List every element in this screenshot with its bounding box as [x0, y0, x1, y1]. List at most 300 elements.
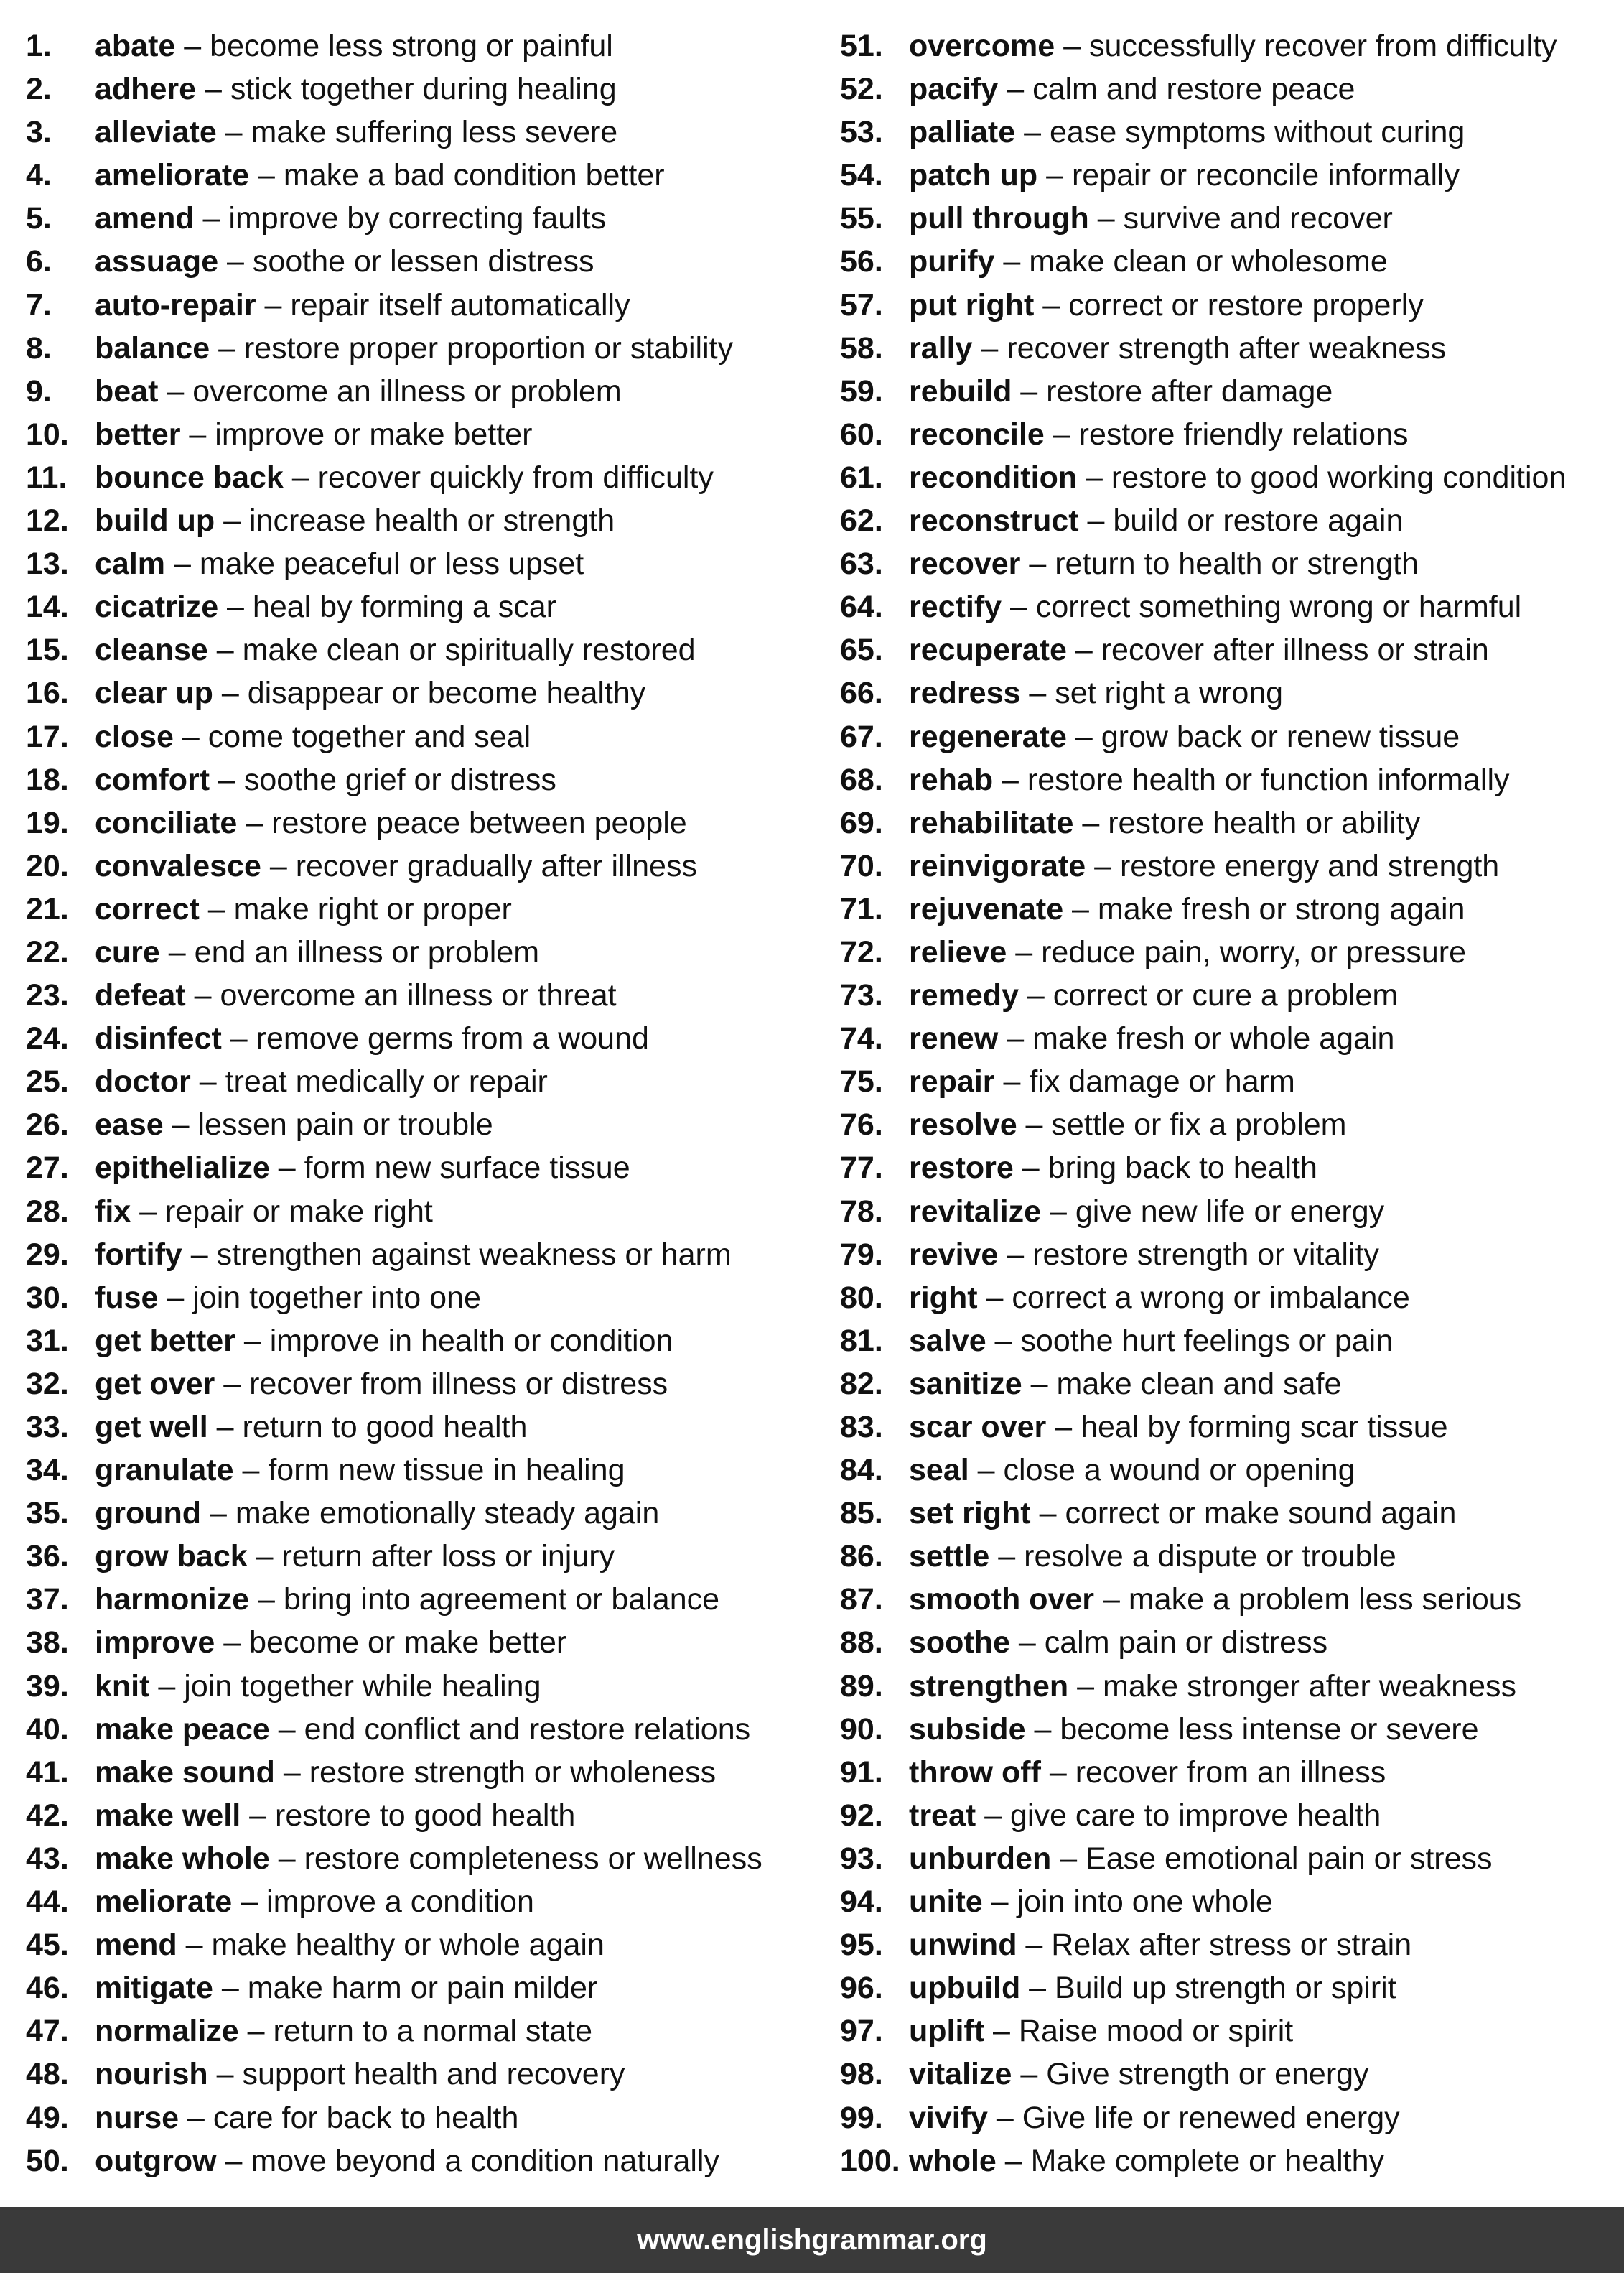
- item-text: [95, 1837, 762, 1880]
- list-item: [26, 974, 830, 1017]
- item-text: [95, 499, 615, 542]
- list-item: [840, 2096, 1624, 2139]
- item-word: recuperate: [909, 633, 1067, 668]
- item-definition: remove germs from a wound: [256, 1021, 649, 1056]
- item-text: [95, 628, 696, 671]
- item-separator: –: [1040, 1754, 1075, 1790]
- item-text: [95, 931, 539, 974]
- item-separator: –: [1018, 978, 1053, 1013]
- item-number: 23.: [26, 978, 69, 1013]
- item-separator: –: [218, 590, 253, 625]
- item-definition: return to good health: [242, 1410, 528, 1444]
- item-text: [909, 585, 1521, 628]
- item-separator: –: [232, 1884, 267, 1920]
- item-definition: support health and recovery: [242, 2057, 625, 2092]
- list-item: [26, 456, 830, 499]
- item-word: recover: [909, 547, 1021, 582]
- item-number: 10.: [26, 417, 69, 452]
- item-text: [909, 1923, 1411, 1966]
- item-text: [95, 1405, 527, 1449]
- item-number: 89.: [840, 1668, 883, 1703]
- list-item: [840, 628, 1624, 671]
- list-item: [840, 2009, 1624, 2053]
- item-word: abate: [95, 29, 176, 63]
- item-word: granulate: [95, 1453, 234, 1488]
- item-word: rejuvenate: [909, 891, 1064, 926]
- item-definition: Give strength or energy: [1046, 2057, 1369, 2092]
- item-separator: –: [218, 244, 253, 279]
- item-word: knit: [95, 1668, 150, 1703]
- item-text: [909, 284, 1424, 327]
- word-list-column-right: [840, 24, 1624, 2183]
- item-word: sanitize: [909, 1366, 1022, 1401]
- item-separator: –: [165, 547, 200, 582]
- list-item: [26, 1794, 830, 1837]
- item-number: 41.: [26, 1754, 69, 1790]
- list-item: [840, 1621, 1624, 1664]
- item-separator: –: [215, 1625, 250, 1660]
- item-number: 26.: [26, 1107, 69, 1143]
- item-word: rebuild: [909, 373, 1012, 409]
- item-definition: disappear or become healthy: [247, 676, 646, 711]
- item-word: reconcile: [909, 417, 1045, 452]
- item-text: [95, 1492, 659, 1535]
- list-item: [26, 2009, 830, 2053]
- list-item: [840, 1449, 1624, 1492]
- item-word: normalize: [95, 2014, 239, 2049]
- item-separator: –: [256, 287, 291, 322]
- item-text: [95, 715, 531, 758]
- item-word: mend: [95, 1928, 177, 1963]
- list-item: [840, 1923, 1624, 1966]
- item-definition: recover quickly from difficulty: [317, 460, 714, 495]
- item-word: palliate: [909, 115, 1016, 150]
- item-definition: successfully recover from difficulty: [1088, 29, 1557, 63]
- item-number: 63.: [840, 547, 883, 582]
- item-word: meliorate: [95, 1884, 233, 1920]
- item-word: cicatrize: [95, 590, 219, 625]
- list-item: [26, 499, 830, 542]
- item-number: 19.: [26, 805, 69, 840]
- item-word: remedy: [909, 978, 1019, 1013]
- item-word: beat: [95, 373, 159, 409]
- item-text: [909, 715, 1460, 758]
- item-definition: repair or reconcile informally: [1071, 158, 1460, 193]
- item-text: [909, 370, 1333, 413]
- item-number: 87.: [840, 1582, 883, 1617]
- item-number: 91.: [840, 1754, 883, 1790]
- list-item: [840, 801, 1624, 845]
- item-definition: recover from an illness: [1075, 1754, 1386, 1790]
- item-text: [909, 1233, 1379, 1276]
- item-separator: –: [1078, 503, 1114, 539]
- item-definition: give care to improve health: [1010, 1798, 1381, 1833]
- item-text: [95, 284, 630, 327]
- item-separator: –: [1094, 1582, 1129, 1617]
- item-number: 32.: [26, 1366, 69, 1401]
- item-number: 92.: [840, 1798, 883, 1833]
- item-word: make whole: [95, 1841, 270, 1876]
- item-word: strengthen: [909, 1668, 1069, 1703]
- list-item: [840, 845, 1624, 888]
- item-number: 44.: [26, 1884, 69, 1920]
- item-text: [95, 1017, 649, 1060]
- item-number: 16.: [26, 676, 69, 711]
- item-word: vitalize: [909, 2057, 1012, 2092]
- item-separator: –: [994, 1064, 1030, 1100]
- list-item: [840, 240, 1624, 283]
- item-definition: calm and restore peace: [1032, 72, 1355, 107]
- list-item: [26, 1880, 830, 1923]
- item-text: [95, 2139, 719, 2183]
- item-definition: recover gradually after illness: [295, 848, 697, 883]
- item-number: 79.: [840, 1237, 883, 1272]
- item-definition: soothe or lessen distress: [252, 244, 594, 279]
- item-text: [95, 1190, 433, 1233]
- item-word: ground: [95, 1496, 202, 1531]
- item-word: purify: [909, 244, 995, 279]
- item-word: get better: [95, 1323, 235, 1358]
- item-number: 29.: [26, 1237, 69, 1272]
- item-number: 33.: [26, 1410, 69, 1444]
- list-item: [26, 1535, 830, 1578]
- item-definition: set right a wrong: [1055, 676, 1284, 711]
- item-word: renew: [909, 1021, 999, 1056]
- item-number: 90.: [840, 1711, 883, 1747]
- item-text: [95, 1103, 493, 1146]
- item-text: [95, 1621, 566, 1664]
- item-text: [95, 413, 532, 456]
- item-word: repair: [909, 1064, 995, 1100]
- item-separator: –: [1088, 201, 1124, 236]
- item-number: 82.: [840, 1366, 883, 1401]
- list-item: [840, 370, 1624, 413]
- item-definition: become or make better: [249, 1625, 567, 1660]
- item-separator: –: [269, 1151, 304, 1186]
- item-definition: make suffering less severe: [251, 115, 618, 150]
- item-separator: –: [283, 460, 318, 495]
- item-separator: –: [269, 1711, 304, 1747]
- item-number: 28.: [26, 1194, 69, 1229]
- item-separator: –: [987, 2100, 1022, 2135]
- item-definition: come together and seal: [207, 719, 531, 754]
- item-separator: –: [261, 848, 296, 883]
- list-item: [26, 845, 830, 888]
- item-definition: restore friendly relations: [1078, 417, 1409, 452]
- item-definition: restore peace between people: [271, 805, 687, 840]
- item-number: 60.: [840, 417, 883, 452]
- list-item: [840, 1190, 1624, 1233]
- item-definition: bring into agreement or balance: [283, 1582, 720, 1617]
- item-definition: make a problem less serious: [1128, 1582, 1522, 1617]
- item-number: 66.: [840, 676, 883, 711]
- item-word: calm: [95, 547, 166, 582]
- list-item: [840, 1880, 1624, 1923]
- list-item: [26, 585, 830, 628]
- list-item: [840, 1060, 1624, 1103]
- list-item: [26, 284, 830, 327]
- list-item: [840, 542, 1624, 585]
- item-word: amend: [95, 201, 195, 236]
- item-text: [95, 1060, 548, 1103]
- item-word: reconstruct: [909, 503, 1079, 539]
- item-word: salve: [909, 1323, 986, 1358]
- list-item: [840, 758, 1624, 801]
- list-item: [26, 1103, 830, 1146]
- item-text: [909, 1103, 1346, 1146]
- item-separator: –: [199, 891, 234, 926]
- item-definition: restore strength or vitality: [1032, 1237, 1379, 1272]
- item-number: 9.: [26, 373, 52, 409]
- item-definition: resolve a dispute or trouble: [1024, 1539, 1396, 1574]
- list-item: [26, 931, 830, 974]
- item-word: outgrow: [95, 2143, 217, 2178]
- item-word: adhere: [95, 72, 197, 107]
- list-item: [840, 1708, 1624, 1751]
- item-number: 65.: [840, 633, 883, 668]
- item-text: [95, 1319, 673, 1362]
- item-separator: –: [269, 1841, 304, 1876]
- item-number: 35.: [26, 1496, 69, 1531]
- item-number: 27.: [26, 1151, 69, 1186]
- item-text: [95, 2009, 592, 2053]
- item-word: scar over: [909, 1410, 1047, 1444]
- item-text: [95, 1665, 541, 1708]
- item-word: recondition: [909, 460, 1078, 495]
- item-number: 62.: [840, 503, 883, 539]
- item-number: 86.: [840, 1539, 883, 1574]
- item-text: [909, 1621, 1327, 1664]
- item-text: [95, 197, 606, 240]
- item-text: [95, 1362, 668, 1405]
- item-text: [909, 671, 1283, 715]
- item-separator: –: [201, 1496, 235, 1531]
- footer-website-link[interactable]: www.englishgrammar.org: [637, 2223, 987, 2256]
- item-separator: –: [177, 1928, 212, 1963]
- list-item: [840, 1837, 1624, 1880]
- item-word: unburden: [909, 1841, 1052, 1876]
- list-item: [840, 2053, 1624, 2096]
- item-text: [909, 1665, 1516, 1708]
- item-number: 31.: [26, 1323, 69, 1358]
- item-number: 4.: [26, 158, 52, 193]
- item-separator: –: [1068, 1668, 1103, 1703]
- item-text: [95, 671, 645, 715]
- item-definition: form new tissue in healing: [268, 1453, 625, 1488]
- item-number: 39.: [26, 1668, 69, 1703]
- item-word: throw off: [909, 1754, 1041, 1790]
- item-word: put right: [909, 287, 1035, 322]
- item-text: [909, 2009, 1293, 2053]
- list-item: [840, 1146, 1624, 1189]
- item-number: 15.: [26, 633, 69, 668]
- item-definition: Ease emotional pain or stress: [1086, 1841, 1493, 1876]
- list-item: [26, 2139, 830, 2183]
- item-word: cure: [95, 934, 160, 970]
- item-text: [95, 456, 714, 499]
- item-text: [909, 2139, 1384, 2183]
- item-number: 83.: [840, 1410, 883, 1444]
- list-item: [26, 715, 830, 758]
- item-definition: recover strength after weakness: [1007, 330, 1447, 366]
- item-definition: correct or make sound again: [1065, 1496, 1457, 1531]
- item-number: 77.: [840, 1151, 883, 1186]
- item-word: correct: [95, 891, 200, 926]
- list-item: [840, 154, 1624, 197]
- item-number: 55.: [840, 201, 883, 236]
- item-number: 37.: [26, 1582, 69, 1617]
- item-text: [95, 1966, 597, 2009]
- item-definition: recover from illness or distress: [249, 1366, 668, 1401]
- item-definition: join together while healing: [184, 1668, 541, 1703]
- list-item: [26, 1017, 830, 1060]
- item-text: [95, 1535, 615, 1578]
- list-item: [840, 1794, 1624, 1837]
- item-definition: restore to good working condition: [1111, 460, 1567, 495]
- item-definition: stick together during healing: [230, 72, 617, 107]
- item-word: clear up: [95, 676, 213, 711]
- item-number: 58.: [840, 330, 883, 366]
- item-text: [909, 2053, 1369, 2096]
- list-item: [26, 327, 830, 370]
- item-separator: –: [180, 417, 215, 452]
- item-separator: –: [233, 1453, 269, 1488]
- item-text: [909, 974, 1398, 1017]
- item-word: nurse: [95, 2100, 179, 2135]
- item-word: treat: [909, 1798, 976, 1833]
- item-number: 11.: [26, 460, 67, 495]
- item-separator: –: [1002, 590, 1036, 625]
- item-separator: –: [1009, 1625, 1045, 1660]
- item-definition: correct or cure a problem: [1053, 978, 1399, 1013]
- item-word: smooth over: [909, 1582, 1095, 1617]
- item-text: [95, 1923, 605, 1966]
- item-separator: –: [996, 2143, 1031, 2178]
- item-separator: –: [1017, 1928, 1052, 1963]
- item-text: [909, 1190, 1384, 1233]
- list-item: [840, 327, 1624, 370]
- item-definition: end an illness or problem: [194, 934, 540, 970]
- item-word: harmonize: [95, 1582, 250, 1617]
- item-definition: improve in health or condition: [269, 1323, 673, 1358]
- item-word: fix: [95, 1194, 131, 1229]
- item-word: right: [909, 1280, 978, 1315]
- item-definition: correct a wrong or imbalance: [1012, 1280, 1410, 1315]
- item-number: 76.: [840, 1107, 883, 1143]
- item-word: auto-repair: [95, 287, 256, 322]
- item-definition: soothe hurt feelings or pain: [1020, 1323, 1394, 1358]
- item-number: 48.: [26, 2057, 69, 2092]
- item-separator: –: [982, 1884, 1017, 1920]
- item-word: vivify: [909, 2100, 988, 2135]
- item-text: [95, 370, 622, 413]
- item-text: [95, 1880, 534, 1923]
- item-text: [909, 413, 1409, 456]
- item-separator: –: [173, 719, 208, 754]
- item-separator: –: [1073, 805, 1109, 840]
- item-word: epithelialize: [95, 1151, 270, 1186]
- item-separator: –: [1020, 547, 1055, 582]
- item-text: [909, 628, 1489, 671]
- item-number: 69.: [840, 805, 883, 840]
- list-item: [840, 499, 1624, 542]
- item-separator: –: [159, 934, 195, 970]
- item-separator: –: [972, 330, 1007, 366]
- item-number: 94.: [840, 1884, 883, 1920]
- list-item: [840, 284, 1624, 327]
- item-separator: –: [179, 2100, 213, 2135]
- item-word: patch up: [909, 158, 1038, 193]
- item-number: 59.: [840, 373, 883, 409]
- item-text: [95, 888, 512, 931]
- item-number: 12.: [26, 503, 69, 539]
- item-number: 14.: [26, 590, 69, 625]
- item-number: 34.: [26, 1453, 69, 1488]
- item-separator: –: [1051, 1841, 1086, 1876]
- item-separator: –: [1086, 848, 1120, 883]
- item-definition: increase health or strength: [248, 503, 615, 539]
- item-separator: –: [149, 1668, 185, 1703]
- item-word: resolve: [909, 1107, 1017, 1143]
- item-number: 45.: [26, 1928, 69, 1963]
- item-word: pacify: [909, 72, 999, 107]
- list-item: [840, 1405, 1624, 1449]
- item-separator: –: [998, 72, 1033, 107]
- item-separator: –: [207, 2057, 243, 2092]
- item-word: mitigate: [95, 1971, 213, 2006]
- item-separator: –: [215, 503, 249, 539]
- item-number: 1.: [26, 29, 52, 63]
- item-text: [95, 240, 594, 283]
- item-text: [95, 111, 617, 154]
- item-definition: improve by correcting faults: [228, 201, 607, 236]
- item-definition: make clean or spiritually restored: [242, 633, 696, 668]
- item-separator: –: [994, 244, 1030, 279]
- item-number: 6.: [26, 244, 52, 279]
- item-separator: –: [158, 373, 193, 409]
- list-item: [26, 1578, 830, 1621]
- item-text: [909, 327, 1446, 370]
- item-text: [95, 1751, 716, 1794]
- list-item: [26, 801, 830, 845]
- item-number: 7.: [26, 287, 52, 322]
- item-number: 24.: [26, 1021, 69, 1056]
- item-definition: strengthen against weakness or harm: [216, 1237, 732, 1272]
- item-text: [95, 154, 665, 197]
- item-definition: return to a normal state: [273, 2014, 593, 2049]
- item-separator: –: [210, 762, 244, 797]
- item-word: alleviate: [95, 115, 217, 150]
- item-definition: join into one whole: [1017, 1884, 1273, 1920]
- item-text: [95, 1708, 750, 1751]
- item-separator: –: [216, 2143, 251, 2178]
- item-number: 52.: [840, 72, 883, 107]
- list-item: [840, 715, 1624, 758]
- item-separator: –: [1013, 1151, 1048, 1186]
- item-separator: –: [216, 115, 251, 150]
- word-list-column-left: [26, 24, 830, 2183]
- item-definition: return to health or strength: [1055, 547, 1419, 582]
- item-number: 56.: [840, 244, 883, 279]
- item-word: balance: [95, 330, 210, 366]
- item-definition: restore health or function informally: [1027, 762, 1510, 797]
- list-item: [840, 931, 1624, 974]
- item-definition: build or restore again: [1113, 503, 1404, 539]
- item-word: unite: [909, 1884, 983, 1920]
- item-separator: –: [237, 805, 272, 840]
- item-text: [909, 1060, 1295, 1103]
- item-word: get over: [95, 1366, 215, 1401]
